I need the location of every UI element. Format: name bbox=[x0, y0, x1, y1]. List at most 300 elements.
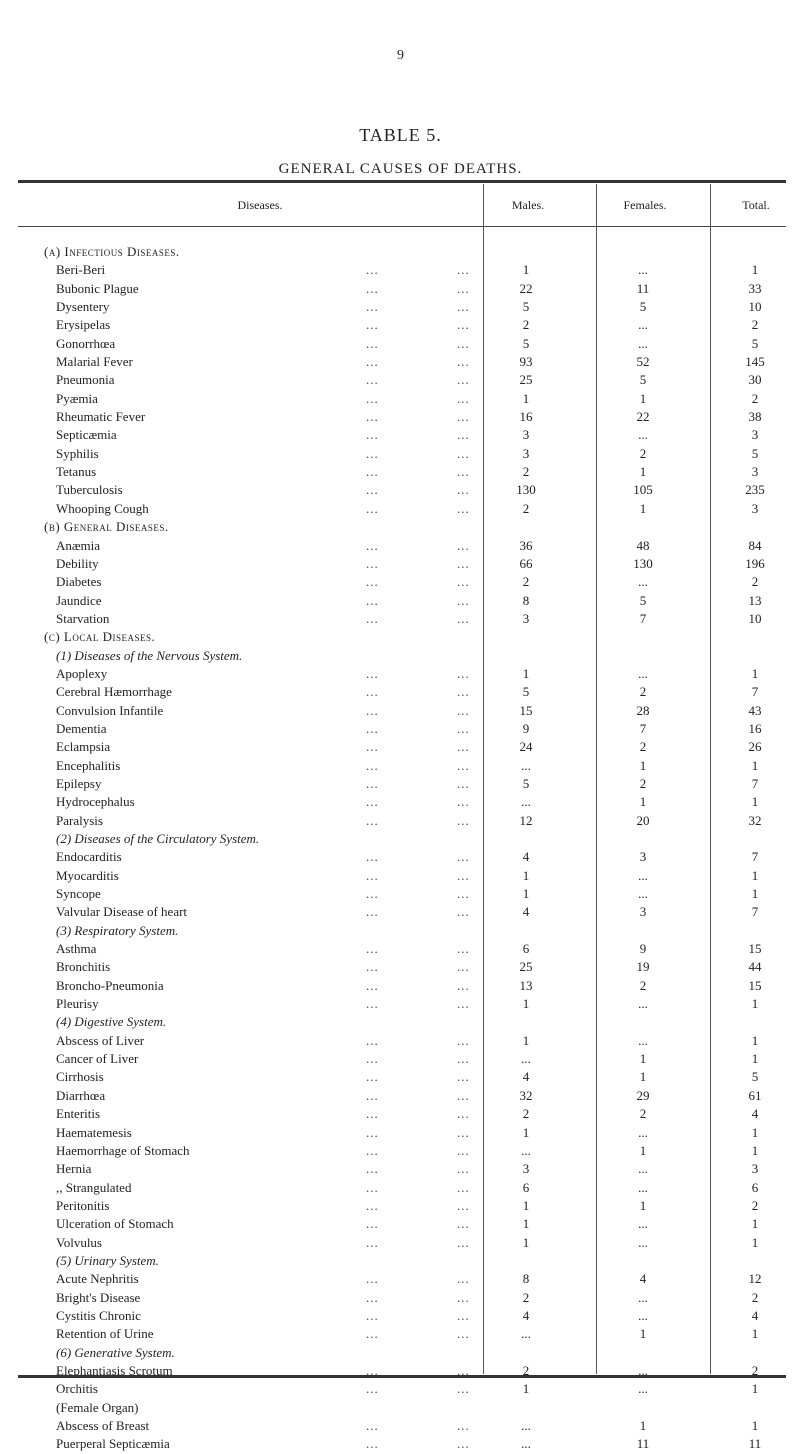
leader-dots: ... bbox=[366, 720, 379, 736]
females-value: ... bbox=[638, 1307, 648, 1323]
total-value: 12 bbox=[748, 1271, 762, 1287]
females-value: 20 bbox=[636, 812, 650, 828]
leader-dots: ... bbox=[457, 1326, 470, 1342]
males-value: ... bbox=[521, 794, 531, 810]
males-value: 1 bbox=[522, 996, 530, 1012]
table-row bbox=[0, 940, 801, 958]
disease-name: Elephantiasis Scrotum bbox=[56, 1362, 173, 1378]
subsection-heading bbox=[0, 1344, 801, 1362]
table-body bbox=[0, 243, 801, 1454]
females-value: ... bbox=[638, 1124, 648, 1140]
females-value: 2 bbox=[639, 1106, 647, 1122]
total-value: 13 bbox=[748, 592, 762, 608]
females-value: ... bbox=[638, 1289, 648, 1305]
disease-name: Septicæmia bbox=[56, 427, 117, 443]
section-heading bbox=[0, 628, 801, 646]
leader-dots: ... bbox=[366, 1069, 379, 1085]
leader-dots: ... bbox=[457, 1124, 470, 1140]
leader-dots: ... bbox=[366, 1142, 379, 1158]
leader-dots: ... bbox=[457, 684, 470, 700]
table-row bbox=[0, 738, 801, 756]
disease-name: Abscess of Breast bbox=[56, 1418, 150, 1433]
total-value: 6 bbox=[751, 1179, 759, 1195]
leader-dots: ... bbox=[457, 1032, 470, 1048]
disease-name: (a) Infectious Diseases. bbox=[44, 244, 180, 259]
leader-dots: ... bbox=[457, 757, 470, 773]
disease-name: Bubonic Plague bbox=[56, 280, 139, 296]
table-row bbox=[0, 977, 801, 995]
table-row bbox=[0, 610, 801, 628]
total-value: 26 bbox=[748, 739, 762, 755]
females-value: 1 bbox=[639, 1142, 647, 1158]
leader-dots: ... bbox=[457, 299, 470, 315]
males-value: 8 bbox=[522, 1271, 530, 1287]
total-value: 16 bbox=[748, 720, 762, 736]
males-value: 32 bbox=[519, 1087, 533, 1103]
males-value: 2 bbox=[522, 317, 530, 333]
males-value: 4 bbox=[522, 904, 530, 920]
leader-dots: ... bbox=[366, 1418, 379, 1433]
leader-dots: ... bbox=[457, 482, 470, 498]
total-value: 1 bbox=[751, 757, 759, 773]
total-value: 2 bbox=[751, 1362, 759, 1378]
total-value: 3 bbox=[751, 427, 759, 443]
table-row bbox=[0, 1179, 801, 1197]
females-value: 1 bbox=[639, 794, 647, 810]
disease-name: Myocarditis bbox=[56, 867, 119, 883]
page-number: 9 bbox=[397, 48, 404, 63]
leader-dots: ... bbox=[457, 445, 470, 461]
leader-dots: ... bbox=[366, 1216, 379, 1232]
leader-dots: ... bbox=[366, 1289, 379, 1305]
subsection-heading bbox=[0, 1252, 801, 1270]
males-value: 2 bbox=[522, 574, 530, 590]
leader-dots: ... bbox=[366, 409, 379, 425]
leader-dots: ... bbox=[457, 262, 470, 278]
leader-dots: ... bbox=[366, 849, 379, 865]
table-row bbox=[0, 261, 801, 279]
males-value: 1 bbox=[522, 390, 530, 406]
total-value: 38 bbox=[748, 409, 762, 425]
disease-name: Diabetes bbox=[56, 574, 102, 590]
table-row bbox=[0, 1068, 801, 1086]
disease-name: Volvulus bbox=[56, 1234, 102, 1250]
leader-dots: ... bbox=[366, 482, 379, 498]
disease-name: Cystitis Chronic bbox=[56, 1307, 141, 1323]
disease-name: Tetanus bbox=[56, 464, 97, 480]
table-row bbox=[0, 1380, 801, 1398]
leader-dots: ... bbox=[366, 1436, 379, 1452]
disease-name: Paralysis bbox=[56, 812, 103, 828]
males-value: 25 bbox=[519, 959, 533, 975]
females-value: ... bbox=[638, 996, 648, 1012]
disease-name: Erysipelas bbox=[56, 317, 111, 333]
leader-dots: ... bbox=[366, 996, 379, 1012]
leader-dots: ... bbox=[366, 977, 379, 993]
leader-dots: ... bbox=[366, 757, 379, 773]
leader-dots: ... bbox=[457, 1436, 470, 1452]
leader-dots: ... bbox=[457, 427, 470, 443]
leader-dots: ... bbox=[366, 941, 379, 957]
total-value: 43 bbox=[748, 702, 762, 718]
total-value: 145 bbox=[745, 354, 765, 370]
table-row bbox=[0, 573, 801, 591]
leader-dots: ... bbox=[366, 555, 379, 571]
total-value: 3 bbox=[751, 464, 759, 480]
total-value: 1 bbox=[751, 1381, 759, 1397]
table-title: TABLE 5. bbox=[359, 125, 442, 145]
females-value: 5 bbox=[639, 372, 647, 388]
leader-dots: ... bbox=[457, 977, 470, 993]
total-value: 1 bbox=[751, 1032, 759, 1048]
total-value: 1 bbox=[751, 886, 759, 902]
total-value: 15 bbox=[748, 977, 762, 993]
total-value: 1 bbox=[751, 1326, 759, 1342]
total-value: 11 bbox=[748, 1436, 762, 1452]
table-row bbox=[0, 793, 801, 811]
males-value: 9 bbox=[522, 720, 530, 736]
leader-dots: ... bbox=[457, 1362, 470, 1378]
total-value: 2 bbox=[751, 390, 759, 406]
subsection-heading bbox=[0, 1013, 801, 1031]
disease-name: Starvation bbox=[56, 610, 110, 626]
leader-dots: ... bbox=[366, 299, 379, 315]
leader-dots: ... bbox=[457, 409, 470, 425]
males-value: 2 bbox=[522, 500, 530, 516]
leader-dots: ... bbox=[457, 372, 470, 388]
females-value: ... bbox=[638, 1381, 648, 1397]
disease-name: Apoplexy bbox=[56, 665, 108, 681]
females-value: ... bbox=[638, 262, 648, 278]
females-value: 9 bbox=[639, 941, 647, 957]
males-value: 2 bbox=[522, 1106, 530, 1122]
table-row bbox=[0, 1087, 801, 1105]
total-value: 1 bbox=[751, 1418, 759, 1433]
leader-dots: ... bbox=[366, 886, 379, 902]
section-heading bbox=[0, 518, 801, 536]
disease-name: Ulceration of Stomach bbox=[56, 1216, 174, 1232]
females-value: 19 bbox=[636, 959, 650, 975]
leader-dots: ... bbox=[457, 1234, 470, 1250]
disease-name: Haemorrhage of Stomach bbox=[56, 1142, 190, 1158]
disease-name: Hydrocephalus bbox=[56, 794, 135, 810]
males-value: 3 bbox=[522, 1161, 530, 1177]
disease-name: Pneumonia bbox=[56, 372, 115, 388]
females-value: 1 bbox=[639, 757, 647, 773]
subsection-heading bbox=[0, 830, 801, 848]
leader-dots: ... bbox=[457, 1087, 470, 1103]
leader-dots: ... bbox=[457, 702, 470, 718]
females-value: 1 bbox=[639, 500, 647, 516]
males-value: 2 bbox=[522, 1289, 530, 1305]
subsection-heading bbox=[0, 922, 801, 940]
disease-name: Gonorrhœa bbox=[56, 335, 116, 351]
section-heading bbox=[0, 243, 801, 261]
leader-dots: ... bbox=[366, 390, 379, 406]
total-value: 1 bbox=[751, 1234, 759, 1250]
males-value: 8 bbox=[522, 592, 530, 608]
males-value: 5 bbox=[522, 335, 530, 351]
females-value: 2 bbox=[639, 684, 647, 700]
disease-name: Encephalitis bbox=[56, 757, 121, 773]
total-value: 5 bbox=[751, 1069, 759, 1085]
males-value: 1 bbox=[522, 1381, 530, 1397]
males-value: 93 bbox=[519, 354, 533, 370]
table-row bbox=[0, 592, 801, 610]
males-value: 24 bbox=[519, 739, 533, 755]
total-value: 10 bbox=[748, 610, 762, 626]
leader-dots: ... bbox=[457, 1271, 470, 1287]
females-value: 1 bbox=[639, 390, 647, 406]
leader-dots: ... bbox=[366, 775, 379, 791]
disease-name: (Female Organ) bbox=[56, 1399, 139, 1415]
males-value: 22 bbox=[519, 280, 533, 296]
leader-dots: ... bbox=[457, 904, 470, 920]
females-value: 1 bbox=[639, 464, 647, 480]
leader-dots: ... bbox=[457, 1307, 470, 1323]
disease-name: Retention of Urine bbox=[56, 1326, 154, 1342]
females-value: ... bbox=[638, 1362, 648, 1378]
males-value: ... bbox=[521, 1418, 531, 1433]
leader-dots: ... bbox=[366, 739, 379, 755]
disease-name: Dementia bbox=[56, 720, 107, 736]
table-row bbox=[0, 995, 801, 1013]
males-value: 5 bbox=[522, 684, 530, 700]
table-row bbox=[0, 353, 801, 371]
leader-dots: ... bbox=[366, 1381, 379, 1397]
females-value: 5 bbox=[639, 592, 647, 608]
males-value: ... bbox=[521, 1142, 531, 1158]
leader-dots: ... bbox=[457, 354, 470, 370]
males-value: 13 bbox=[519, 977, 533, 993]
females-value: ... bbox=[638, 1179, 648, 1195]
leader-dots: ... bbox=[366, 280, 379, 296]
males-value: 12 bbox=[519, 812, 533, 828]
leader-dots: ... bbox=[457, 1106, 470, 1122]
males-value: 2 bbox=[522, 464, 530, 480]
leader-dots: ... bbox=[457, 464, 470, 480]
leader-dots: ... bbox=[366, 665, 379, 681]
females-value: 22 bbox=[636, 409, 650, 425]
disease-name: Jaundice bbox=[56, 592, 102, 608]
total-value: 3 bbox=[751, 1161, 759, 1177]
males-value: 6 bbox=[522, 1179, 530, 1195]
table-row bbox=[0, 848, 801, 866]
table-row bbox=[0, 812, 801, 830]
females-value: 3 bbox=[639, 904, 647, 920]
females-value: 11 bbox=[636, 280, 650, 296]
females-value: 52 bbox=[636, 354, 650, 370]
leader-dots: ... bbox=[366, 500, 379, 516]
table-row bbox=[0, 371, 801, 389]
total-value: 4 bbox=[751, 1307, 759, 1323]
females-value: 105 bbox=[633, 482, 653, 498]
disease-name: Whooping Cough bbox=[56, 500, 149, 516]
table-row bbox=[0, 445, 801, 463]
females-value: ... bbox=[638, 1216, 648, 1232]
disease-name: Syncope bbox=[56, 886, 101, 902]
leader-dots: ... bbox=[457, 1216, 470, 1232]
table-row bbox=[0, 390, 801, 408]
females-value: ... bbox=[638, 317, 648, 333]
females-value: 7 bbox=[639, 610, 647, 626]
disease-name: (5) Urinary System. bbox=[56, 1252, 159, 1268]
total-value: 7 bbox=[751, 684, 759, 700]
leader-dots: ... bbox=[457, 500, 470, 516]
disease-name: Peritonitis bbox=[56, 1197, 110, 1213]
males-value: 4 bbox=[522, 1307, 530, 1323]
leader-dots: ... bbox=[457, 610, 470, 626]
disease-name: ,, Strangulated bbox=[56, 1179, 132, 1195]
table-row bbox=[0, 775, 801, 793]
disease-name: Broncho-Pneumonia bbox=[56, 977, 164, 993]
leader-dots: ... bbox=[457, 959, 470, 975]
disease-name: Valvular Disease of heart bbox=[56, 904, 188, 920]
total-value: 30 bbox=[748, 372, 762, 388]
males-value: 1 bbox=[522, 1216, 530, 1232]
table-row bbox=[0, 335, 801, 353]
header-males: Males. bbox=[511, 198, 545, 212]
total-value: 1 bbox=[751, 867, 759, 883]
leader-dots: ... bbox=[457, 1197, 470, 1213]
total-value: 5 bbox=[751, 335, 759, 351]
total-value: 1 bbox=[751, 1216, 759, 1232]
females-value: 2 bbox=[639, 739, 647, 755]
males-value: 2 bbox=[522, 1362, 530, 1378]
males-value: 66 bbox=[519, 555, 533, 571]
leader-dots: ... bbox=[457, 812, 470, 828]
total-value: 2 bbox=[751, 1197, 759, 1213]
leader-dots: ... bbox=[457, 794, 470, 810]
disease-name: Beri-Beri bbox=[56, 262, 106, 278]
disease-name: Cirrhosis bbox=[56, 1069, 104, 1085]
leader-dots: ... bbox=[457, 537, 470, 553]
leader-dots: ... bbox=[457, 739, 470, 755]
males-value: 1 bbox=[522, 1234, 530, 1250]
total-value: 2 bbox=[751, 574, 759, 590]
females-value: 1 bbox=[639, 1326, 647, 1342]
disease-name: Acute Nephritis bbox=[56, 1271, 139, 1287]
disease-name: (1) Diseases of the Nervous System. bbox=[56, 647, 243, 663]
table-row bbox=[0, 867, 801, 885]
leader-dots: ... bbox=[457, 720, 470, 736]
males-value: 4 bbox=[522, 849, 530, 865]
total-value: 1 bbox=[751, 794, 759, 810]
males-value: 5 bbox=[522, 775, 530, 791]
males-value: 4 bbox=[522, 1069, 530, 1085]
females-value: 1 bbox=[639, 1418, 647, 1433]
leader-dots: ... bbox=[366, 1179, 379, 1195]
females-value: ... bbox=[638, 427, 648, 443]
total-value: 1 bbox=[751, 1142, 759, 1158]
table-subtitle: GENERAL CAUSES OF DEATHS. bbox=[278, 161, 523, 177]
note-row bbox=[0, 1399, 801, 1417]
table-row bbox=[0, 1435, 801, 1453]
males-value: 1 bbox=[522, 665, 530, 681]
table-row bbox=[0, 1032, 801, 1050]
disease-name: Epilepsy bbox=[56, 775, 102, 791]
leader-dots: ... bbox=[457, 592, 470, 608]
leader-dots: ... bbox=[366, 1106, 379, 1122]
disease-name: Puerperal Septicæmia bbox=[56, 1436, 170, 1452]
disease-name: Enteritis bbox=[56, 1106, 101, 1122]
disease-name: Pleurisy bbox=[56, 996, 99, 1012]
leader-dots: ... bbox=[366, 1271, 379, 1287]
leader-dots: ... bbox=[366, 702, 379, 718]
disease-name: (2) Diseases of the Circulatory System. bbox=[56, 831, 260, 846]
table-row bbox=[0, 665, 801, 683]
table-row bbox=[0, 885, 801, 903]
disease-name: Bright's Disease bbox=[56, 1289, 141, 1305]
disease-name: (c) Local Diseases. bbox=[44, 629, 156, 645]
disease-name: Abscess of Liver bbox=[56, 1032, 145, 1048]
leader-dots: ... bbox=[366, 610, 379, 626]
females-value: ... bbox=[638, 886, 648, 902]
disease-name: Asthma bbox=[56, 941, 97, 957]
disease-name: Orchitis bbox=[56, 1381, 98, 1397]
total-value: 44 bbox=[748, 959, 762, 975]
females-value: 130 bbox=[633, 555, 653, 571]
total-value: 5 bbox=[751, 445, 759, 461]
total-value: 7 bbox=[751, 849, 759, 865]
females-value: ... bbox=[638, 574, 648, 590]
leader-dots: ... bbox=[366, 959, 379, 975]
total-value: 1 bbox=[751, 1124, 759, 1140]
header-females: Females. bbox=[623, 198, 667, 212]
disease-name: Eclampsia bbox=[56, 739, 111, 755]
leader-dots: ... bbox=[366, 1032, 379, 1048]
leader-dots: ... bbox=[366, 262, 379, 278]
females-value: 48 bbox=[636, 537, 650, 553]
table-row bbox=[0, 408, 801, 426]
leader-dots: ... bbox=[457, 775, 470, 791]
females-value: 1 bbox=[639, 1197, 647, 1213]
males-value: ... bbox=[521, 1051, 531, 1067]
leader-dots: ... bbox=[457, 1161, 470, 1177]
leader-dots: ... bbox=[457, 941, 470, 957]
females-value: 1 bbox=[639, 1069, 647, 1085]
leader-dots: ... bbox=[366, 812, 379, 828]
leader-dots: ... bbox=[457, 1289, 470, 1305]
disease-name: Diarrhœa bbox=[56, 1087, 106, 1103]
leader-dots: ... bbox=[457, 1142, 470, 1158]
leader-dots: ... bbox=[366, 574, 379, 590]
table-row bbox=[0, 1417, 801, 1435]
females-value: 2 bbox=[639, 445, 647, 461]
leader-dots: ... bbox=[457, 317, 470, 333]
disease-name: (b) General Diseases. bbox=[44, 519, 169, 535]
males-value: 1 bbox=[522, 1197, 530, 1213]
males-value: 16 bbox=[519, 409, 533, 425]
table-row bbox=[0, 463, 801, 481]
table-row bbox=[0, 1197, 801, 1215]
total-value: 1 bbox=[751, 665, 759, 681]
males-value: ... bbox=[521, 1326, 531, 1342]
leader-dots: ... bbox=[457, 1418, 470, 1433]
table-row bbox=[0, 903, 801, 921]
table-row bbox=[0, 1142, 801, 1160]
leader-dots: ... bbox=[366, 427, 379, 443]
total-value: 33 bbox=[748, 280, 762, 296]
table-row bbox=[0, 1270, 801, 1288]
total-value: 1 bbox=[751, 1051, 759, 1067]
leader-dots: ... bbox=[366, 1362, 379, 1378]
disease-name: Endocarditis bbox=[56, 849, 122, 865]
total-value: 10 bbox=[748, 299, 762, 315]
females-value: 28 bbox=[636, 702, 650, 718]
leader-dots: ... bbox=[366, 904, 379, 920]
top-rule bbox=[18, 180, 786, 183]
